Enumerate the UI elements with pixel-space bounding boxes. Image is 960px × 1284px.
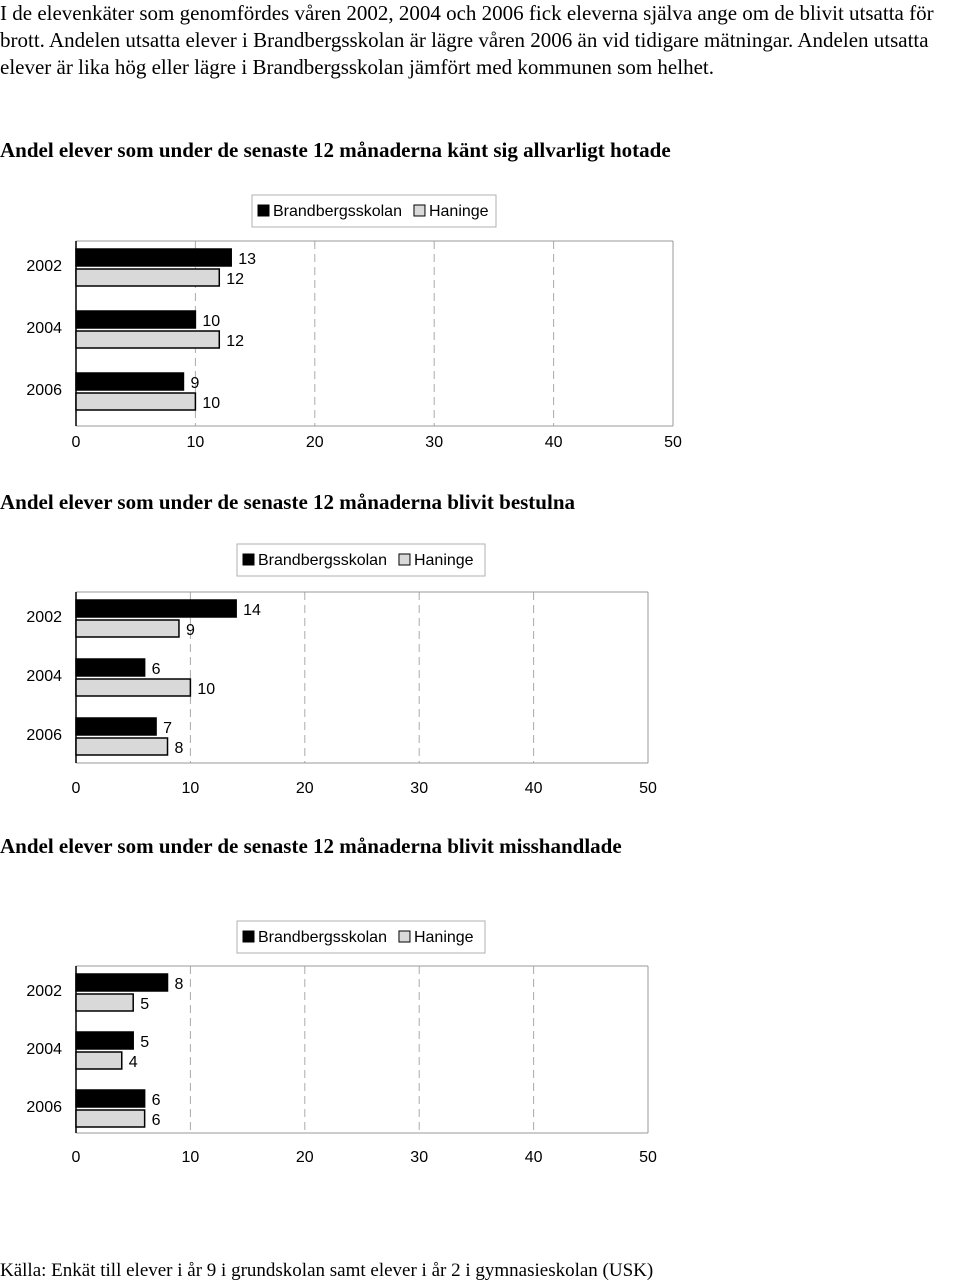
bar-value-label: 6 (151, 1092, 161, 1109)
y-category-label: 2004 (26, 320, 62, 337)
x-tick-label: 10 (181, 1149, 200, 1166)
bar-value-label: 10 (202, 395, 221, 412)
legend-label: Brandbergsskolan (273, 203, 402, 220)
bar-value-label: 9 (190, 375, 200, 392)
bar (76, 718, 156, 735)
x-tick-label: 50 (639, 780, 657, 797)
bar (76, 331, 219, 348)
x-tick-label: 30 (410, 1149, 429, 1166)
chart-title: Andel elever som under de senaste 12 månaderna känt sig allvarligt hotade (0, 138, 671, 162)
intro-paragraph: I de elevenkäter som genomfördes våren 2002, 2004 och 2006 fick eleverna själva ange om de blivit utsatta för brott. Andelen utsatta elever i Brandbergsskolan är lägre våren 2006 än vid tidigare mätningar. Andelen utsatta elever är lika hög eller lägre i Brandbergsskolan jämfört med kommunen som helhet. (0, 1, 934, 79)
x-tick-label: 0 (71, 780, 81, 797)
bar (76, 600, 236, 617)
bar (76, 269, 219, 286)
legend-label: Brandbergsskolan (258, 552, 387, 569)
y-category-label: 2004 (26, 668, 62, 685)
x-tick-label: 20 (295, 1149, 314, 1166)
bar (76, 311, 195, 328)
bar-value-label: 8 (174, 976, 184, 993)
bar (76, 1052, 122, 1069)
chart-title: Andel elever som under de senaste 12 månaderna blivit misshandlade (0, 834, 622, 858)
x-tick-label: 20 (295, 780, 314, 797)
bar-value-label: 4 (128, 1054, 138, 1071)
chart-assaulted (0, 915, 700, 1175)
bar (76, 738, 168, 755)
bar (76, 994, 133, 1011)
bar (76, 393, 195, 410)
legend-swatch (414, 205, 425, 216)
bar-value-label: 7 (163, 720, 172, 737)
legend-label: Haninge (413, 929, 474, 946)
bar-value-label: 5 (140, 996, 150, 1013)
legend-label: Brandbergsskolan (258, 929, 387, 946)
x-tick-label: 20 (305, 434, 324, 451)
bar-value-label: 14 (243, 602, 261, 619)
bar (76, 1110, 145, 1127)
y-category-label: 2006 (26, 1099, 62, 1116)
y-category-label: 2004 (26, 1041, 62, 1058)
chart-title: Andel elever som under de senaste 12 månaderna blivit bestulna (0, 490, 575, 514)
x-tick-label: 50 (639, 1149, 657, 1166)
x-tick-label: 10 (181, 780, 200, 797)
bar (76, 620, 179, 637)
x-tick-label: 30 (425, 434, 444, 451)
chart-robbed (0, 541, 700, 811)
bar (76, 679, 190, 696)
chart-threatened (0, 190, 700, 465)
bar-value-label: 10 (197, 681, 216, 698)
bar-value-label: 12 (226, 271, 245, 288)
bar-value-label: 5 (140, 1034, 150, 1051)
bar-value-label: 8 (174, 740, 184, 757)
bar (76, 1090, 145, 1107)
bar-value-label: 10 (202, 313, 221, 330)
y-category-label: 2006 (26, 727, 62, 744)
source-note: Källa: Enkät till elever i år 9 i grundskolan samt elever i år 2 i gymnasieskolan (USK) (0, 1260, 654, 1281)
legend-label: Haninge (413, 552, 474, 569)
bar-value-label: 13 (238, 251, 257, 268)
bar-value-label: 12 (226, 333, 245, 350)
x-tick-label: 0 (71, 1149, 81, 1166)
legend-swatch (399, 931, 410, 942)
bar-value-label: 9 (185, 622, 195, 639)
y-category-label: 2006 (26, 382, 62, 399)
x-tick-label: 40 (544, 434, 563, 451)
x-tick-label: 30 (410, 780, 429, 797)
x-tick-label: 40 (524, 780, 543, 797)
y-category-label: 2002 (26, 609, 62, 626)
legend-label: Haninge (428, 203, 489, 220)
bar (76, 974, 168, 991)
bar (76, 1032, 133, 1049)
legend-swatch (258, 205, 269, 216)
bar (76, 373, 183, 390)
bar (76, 249, 231, 266)
legend-swatch (399, 554, 410, 565)
bar (76, 659, 145, 676)
y-category-label: 2002 (26, 983, 62, 1000)
bar-value-label: 6 (151, 1112, 161, 1129)
x-tick-label: 50 (664, 434, 682, 451)
legend-swatch (243, 931, 254, 942)
legend-swatch (243, 554, 254, 565)
bar-value-label: 6 (151, 661, 161, 678)
x-tick-label: 10 (186, 434, 205, 451)
y-category-label: 2002 (26, 258, 62, 275)
x-tick-label: 40 (524, 1149, 543, 1166)
x-tick-label: 0 (71, 434, 81, 451)
